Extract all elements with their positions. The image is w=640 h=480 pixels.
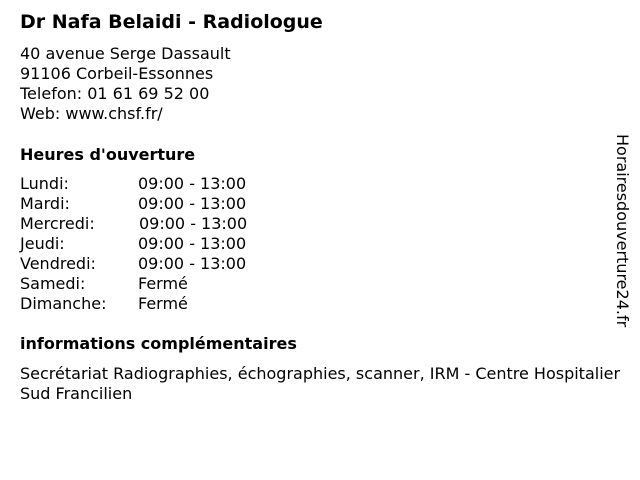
info-description: Secrétariat Radiographies, échographies, scanner, IRM - Centre Hospitalier Sud Francilien [20,364,621,403]
time-value: 09:00 - 13:00 [138,254,247,273]
address-block [20,44,231,124]
address-street: 40 avenue Serge Dassault [20,44,231,63]
time-value: Fermé [138,274,188,293]
day-label: Samedi: [20,274,86,293]
phone-number: Telefon: 01 61 69 52 00 [20,84,210,103]
time-value: 09:00 - 13:00 [138,194,247,213]
day-label: Lundi: [20,174,69,193]
info-heading: informations complémentaires [20,334,297,353]
time-value: Fermé [138,294,188,313]
day-label: Vendredi: [20,254,96,273]
day-label: Jeudi: [20,234,65,253]
day-label: Dimanche: [20,294,107,313]
time-value: 09:00 - 13:00 [139,214,248,233]
time-value: 09:00 - 13:00 [138,234,247,253]
hours-heading: Heures d'ouverture [20,145,196,164]
day-label: Mercredi: [20,214,95,233]
address-city: 91106 Corbeil-Essonnes [20,64,214,83]
website: Web: www.chsf.fr/ [20,104,163,123]
day-label: Mardi: [20,194,70,213]
page-title: Dr Nafa Belaidi - Radiologue [20,11,323,33]
time-value: 09:00 - 13:00 [138,174,247,193]
site-watermark: Horairesdouverture24.fr [613,134,632,328]
